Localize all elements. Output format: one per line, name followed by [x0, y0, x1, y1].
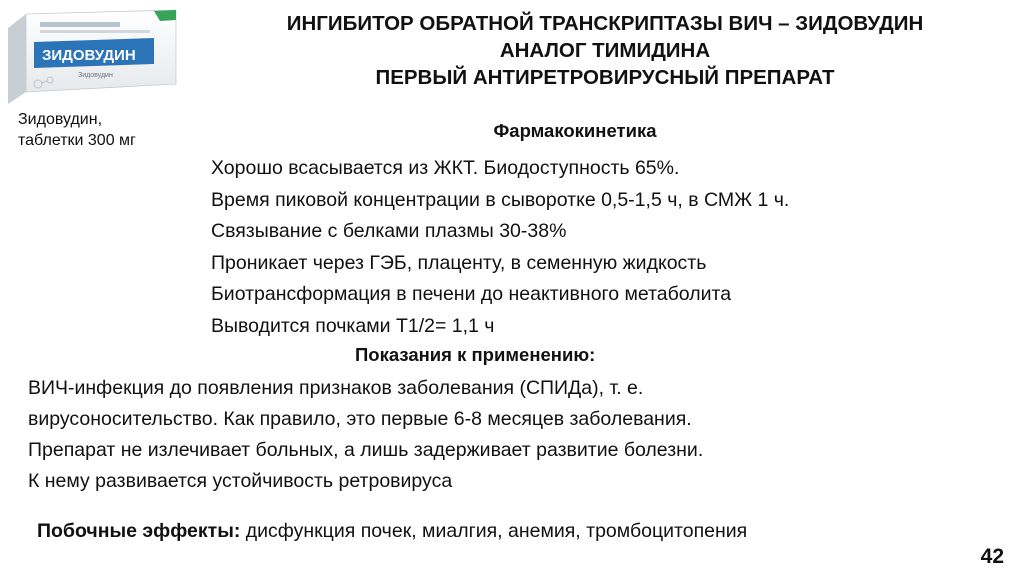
page-number: 42: [980, 545, 1004, 568]
pharmacokinetics-item: Проникает через ГЭБ, плаценту, в семенную жидкость: [211, 251, 707, 274]
indications-text: [28, 373, 1018, 497]
title-line-2: АНАЛОГ ТИМИДИНА: [499, 39, 711, 62]
pharmacokinetics-list: [211, 153, 1011, 342]
side-effects-label: Побочные эффекты:: [37, 520, 241, 542]
pharmacokinetics-item: Связывание с белками плазмы 30-38%: [211, 220, 567, 242]
indications-line: ВИЧ-инфекция до появления признаков заболевания (СПИДа), т. е.: [28, 377, 644, 399]
indications-line: вирусоносительство. Как правило, это первые 6-8 месяцев заболевания.: [28, 408, 692, 430]
pharmacokinetics-heading: Фармакокинетика: [493, 120, 657, 141]
product-brand-text: ЗИДОВУДИН: [42, 47, 136, 64]
indications-line: Препарат не излечивает больных, а лишь задерживает развитие болезни.: [28, 439, 704, 461]
indications-heading: Показания к применению:: [355, 344, 596, 365]
product-box-image: [4, 8, 182, 106]
pharmacokinetics-item: Выводится почками Т1/2= 1,1 ч: [211, 314, 495, 337]
product-sub-text: Зидовудин: [78, 72, 113, 79]
title-line-3: ПЕРВЫЙ АНТИРЕТРОВИРУСНЫЙ ПРЕПАРАТ: [375, 66, 835, 89]
caption-line-1: Зидовудин,: [18, 111, 103, 128]
side-effects-text: дисфункция почек, миалгия, анемия, тромбоцитопения: [240, 520, 748, 542]
pharmacokinetics-item: Биотрансформация в печени до неактивного метаболита: [211, 283, 732, 305]
slide-title: [190, 10, 1020, 91]
title-line-1: ИНГИБИТОР ОБРАТНОЙ ТРАНСКРИПТАЗЫ ВИЧ – ЗИДОВУДИН: [286, 12, 924, 35]
pharmacokinetics-item: Хорошо всасывается из ЖКТ. Биодоступность 65%.: [211, 157, 680, 179]
side-effects-paragraph: [37, 518, 1017, 544]
pharmacokinetics-item: Время пиковой концентрации в сыворотке 0,5-1,5 ч, в СМЖ 1 ч.: [211, 188, 790, 211]
indications-line: К нему развивается устойчивость ретровируса: [28, 470, 453, 492]
caption-line-2: таблетки 300 мг: [18, 132, 136, 149]
product-caption: [18, 109, 193, 151]
